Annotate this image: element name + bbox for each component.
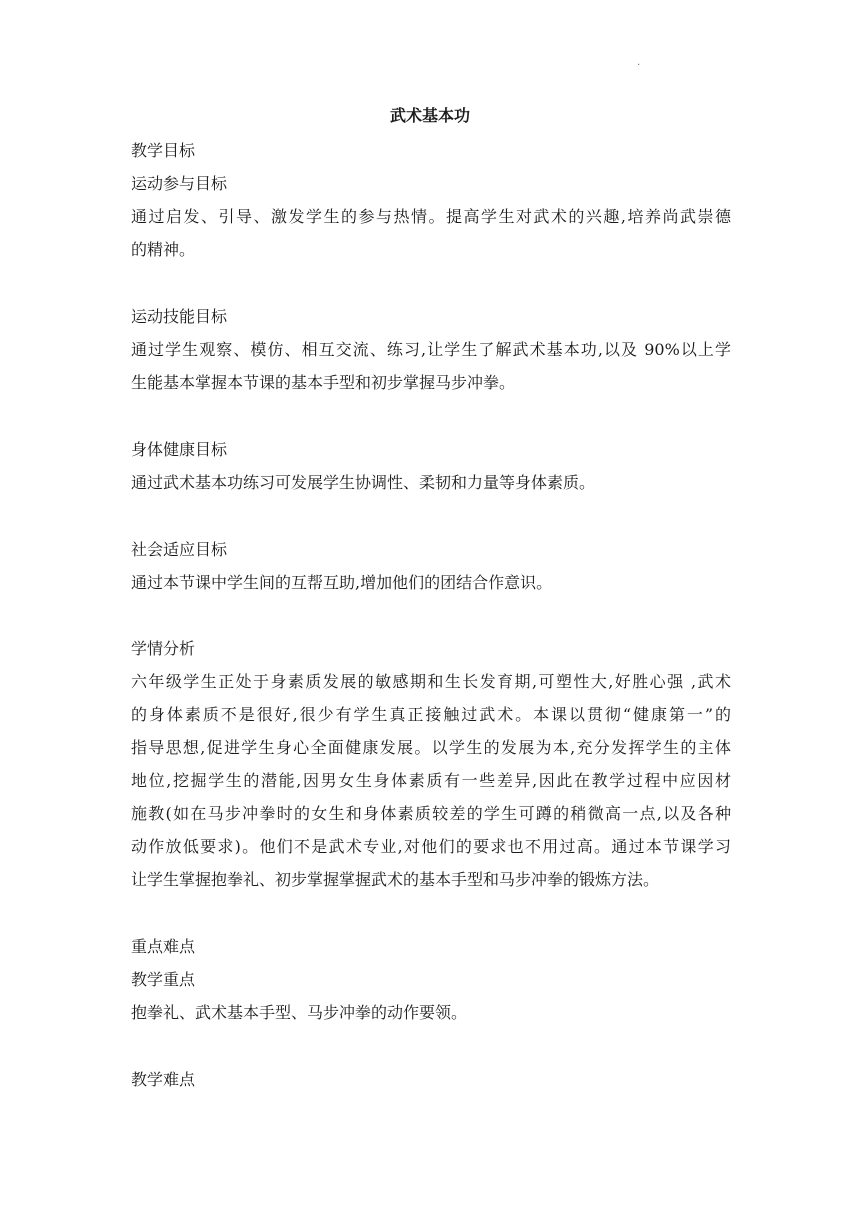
paragraph-line: 生能基本掌握本节课的基本手型和初步掌握马步冲拳。	[131, 373, 516, 392]
paragraph-line: 的身体素质不是很好,很少有学生真正接触过武术。本课以贯彻“健康第一”的	[131, 705, 731, 724]
subheading-participation: 运动参与目标	[131, 174, 228, 193]
paragraph-line: 让学生掌握抱拳礼、初步掌握掌握武术的基本手型和马步冲拳的锻炼方法。	[131, 870, 660, 889]
paragraph-line: 通过学生观察、模仿、相互交流、练习,让学生了解武术基本功,以及 90%以上学	[131, 340, 731, 359]
header-dot: .	[637, 57, 641, 68]
subheading-difficulties: 教学难点	[131, 1070, 196, 1089]
paragraph-line: 的精神。	[131, 240, 196, 259]
paragraph-line: 动作放低要求)。他们不是武术专业,对他们的要求也不用过高。通过本节课学习	[131, 837, 731, 856]
paragraph-line: 抱拳礼、武术基本手型、马步冲拳的动作要领。	[131, 1003, 468, 1022]
paragraph-line: 施教(如在马步冲拳时的女生和身体素质较差的学生可蹲的稍微高一点,以及各种	[131, 804, 731, 823]
subheading-skills: 运动技能目标	[131, 307, 228, 326]
paragraph-line: 通过本节课中学生间的互帮互助,增加他们的团结合作意识。	[131, 573, 553, 592]
paragraph-line: 六年级学生正处于身素质发展的敏感期和生长发育期,可塑性大,好胜心强 ,武术	[131, 672, 731, 691]
paragraph-line: 通过武术基本功练习可发展学生协调性、柔韧和力量等身体素质。	[131, 473, 596, 492]
subheading-social: 社会适应目标	[131, 540, 228, 559]
paragraph-line: 地位,挖掘学生的潜能,因男女生身体素质有一些差异,因此在教学过程中应因材	[131, 771, 731, 790]
paragraph-line: 通过启发、引导、激发学生的参与热情。提高学生对武术的兴趣,培养尚武崇德	[131, 207, 731, 226]
document-title: 武术基本功	[389, 106, 470, 125]
section-heading-teaching-goals: 教学目标	[131, 141, 196, 160]
paragraph-line: 指导思想,促进学生身心全面健康发展。以学生的发展为本,充分发挥学生的主体	[131, 738, 731, 757]
subheading-health: 身体健康目标	[131, 440, 228, 459]
section-heading-analysis: 学情分析	[131, 639, 196, 658]
section-heading-key-difficult-points: 重点难点	[131, 937, 196, 956]
subheading-key-points: 教学重点	[131, 970, 196, 989]
